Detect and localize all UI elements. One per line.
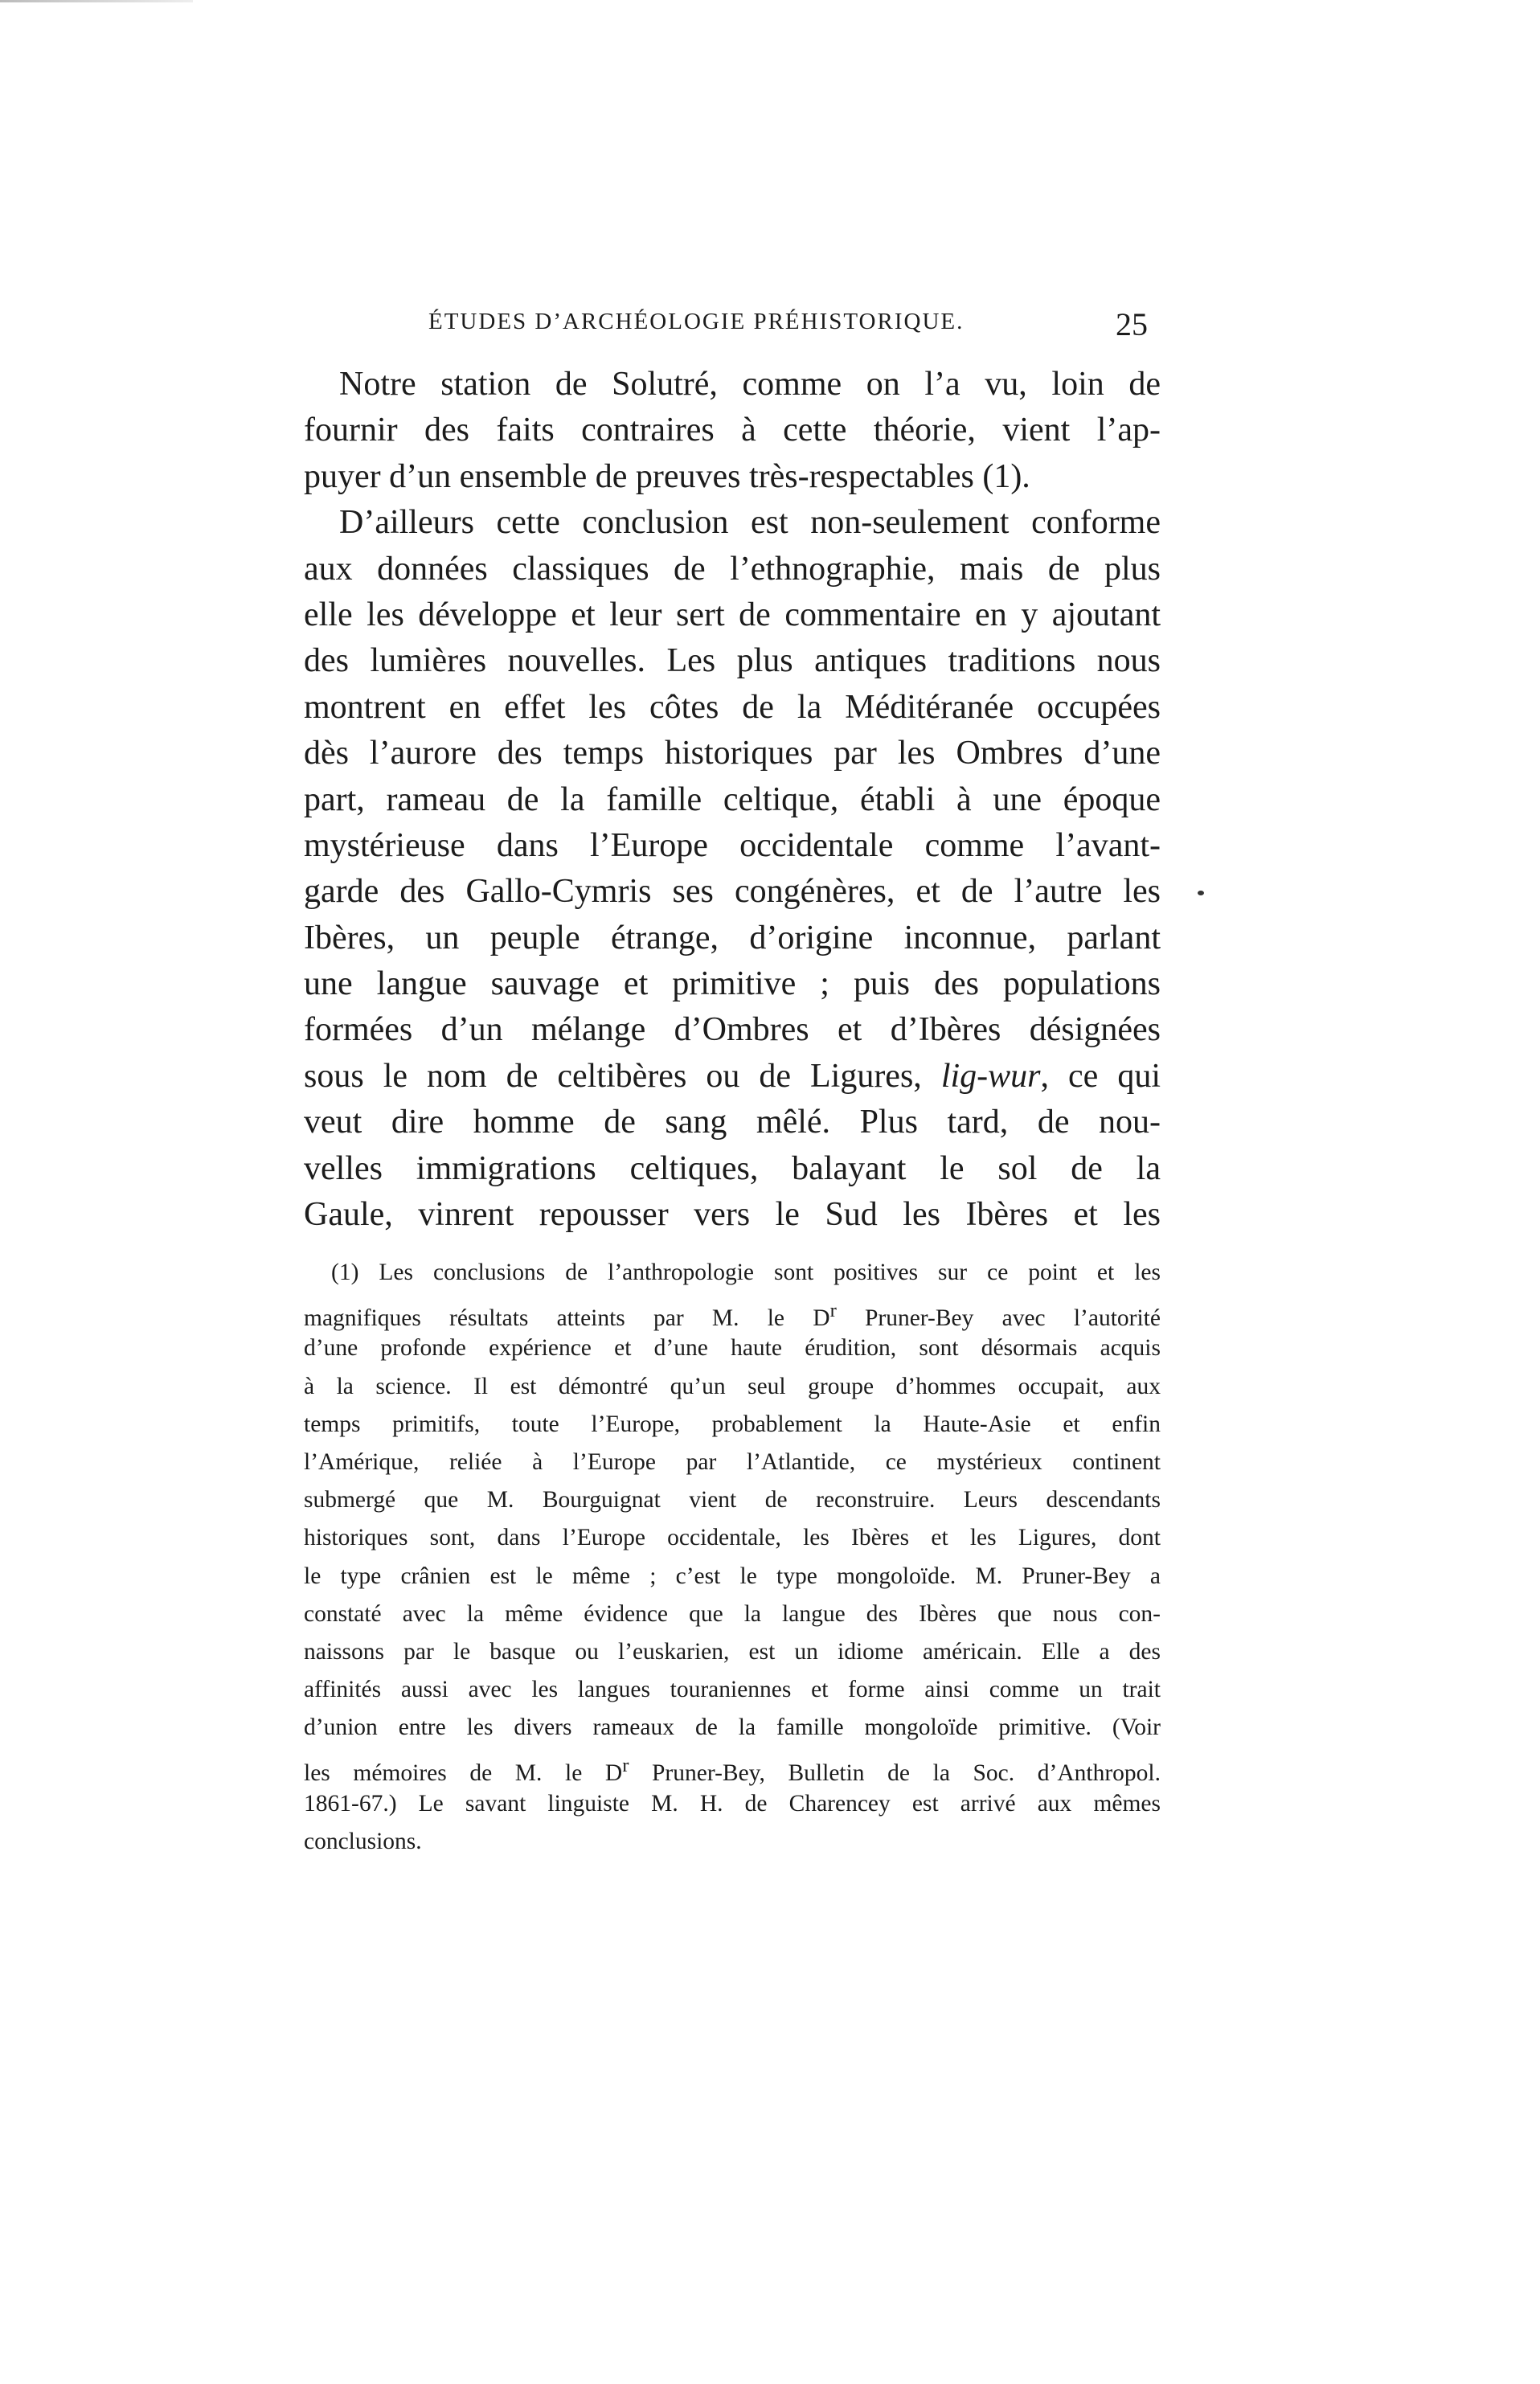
footnote-line: conclusions. [304,1828,422,1854]
superscript: r [829,1300,837,1322]
body-line: des lumières nouvelles. Les plus antiques traditions nous [304,642,1161,680]
body-line: part, rameau de la famille celtique, établi à une époque [304,780,1161,818]
footnote-line: affinités aussi avec les langues touraniennes et forme ainsi comme un trait [304,1677,1161,1703]
body-line: mystérieuse dans l’Europe occidentale comme l’avant- [304,826,1161,864]
footnote-text: magnifiques résultats atteints par M. le D [304,1305,830,1332]
body-line: montrent en effet les côtes de la Méditéranée occupées [304,688,1161,726]
footnote-line: le type crânien est le même ; c’est le type mongoloïde. M. Pruner-Bey a [304,1563,1161,1589]
body-line: elle les développe et leur sert de commentaire en y ajoutant [304,596,1161,633]
body-text [304,362,1161,1238]
footnote-line: d’union entre les divers rameaux de la famille mongoloïde primitive. (Voir [304,1714,1161,1741]
footnote-text: Pruner-Bey, Bulletin de la Soc. d’Anthropol. [629,1760,1161,1787]
body-line: D’ailleurs cette conclusion est non-seulement conforme [339,504,1161,542]
body-line: une langue sauvage et primitive ; puis des populations [304,965,1161,1003]
body-line: velles immigrations celtiques, balayant le sol de la [304,1149,1161,1187]
italic-term: lig-wur [940,1057,1041,1095]
body-line: aux données classiques de l’ethnographie, mais de plus [304,550,1161,588]
footnote-block [304,1254,1161,1861]
footnote-line: à la science. Il est démontré qu’un seul groupe d’hommes occupait, aux [304,1373,1161,1399]
body-line: Notre station de Solutré, comme on l’a vu, loin de [339,366,1161,403]
footnote-line: naissons par le basque ou l’euskarien, est un idiome américain. Elle a des [304,1638,1161,1665]
footnote-line [304,1292,1161,1332]
body-line-text: , ce qui [1040,1057,1161,1095]
footnote-line [304,1747,1161,1787]
footnote-line: constaté avec la même évidence que la langue des Ibères que nous con- [304,1600,1161,1627]
body-line: puyer d’un ensemble de preuves très-respectables (1). [304,457,1030,495]
body-line: Gaule, vinrent repousser vers le Sud les Ibères et les [304,1196,1161,1234]
body-line: fournir des faits contraires à cette théorie, vient l’ap- [304,412,1161,449]
scan-edge [0,0,193,2]
footnote-line: d’une profonde expérience et d’une haute érudition, sont désormais acquis [304,1335,1161,1362]
body-line-text: sous le nom de celtibères ou de Ligures, [304,1057,922,1095]
page-header [304,306,1156,349]
footnote-line: historiques sont, dans l’Europe occidentale, les Ibères et les Ligures, dont [304,1525,1161,1551]
body-line: formées d’un mélange d’Ombres et d’Ibères désignées [304,1011,1161,1049]
footnote-line: 1861-67.) Le savant linguiste M. H. de Charencey est arrivé aux mêmes [304,1790,1161,1817]
body-line: garde des Gallo-Cymris ses congénères, et de l’autre les [304,873,1161,911]
footnote-text: les mémoires de M. le D [304,1760,623,1787]
footnote-line: submergé que M. Bourguignat vient de reconstruire. Leurs descendants [304,1487,1161,1514]
footnote-line: l’Amérique, reliée à l’Europe par l’Atlantide, ce mystérieux continent [304,1448,1161,1475]
footnote-text: Pruner-Bey avec l’autorité [836,1305,1161,1332]
running-title: ÉTUDES D’ARCHÉOLOGIE PRÉHISTORIQUE. [428,309,965,334]
footnote-line: (1) Les conclusions de l’anthropologie sont positives sur ce point et les [331,1260,1161,1285]
ink-speck [1198,891,1204,895]
body-line: Ibères, un peuple étrange, d’origine inconnue, parlant [304,919,1161,956]
body-line: veut dire homme de sang mêlé. Plus tard, de nou- [304,1104,1161,1141]
body-line: dès l’aurore des temps historiques par les Ombres d’une [304,735,1161,772]
footnote-line: temps primitifs, toute l’Europe, probablement la Haute-Asie et enfin [304,1411,1161,1437]
superscript: r [622,1755,629,1777]
page-number: 25 [1116,306,1148,342]
body-line [304,1054,1161,1100]
